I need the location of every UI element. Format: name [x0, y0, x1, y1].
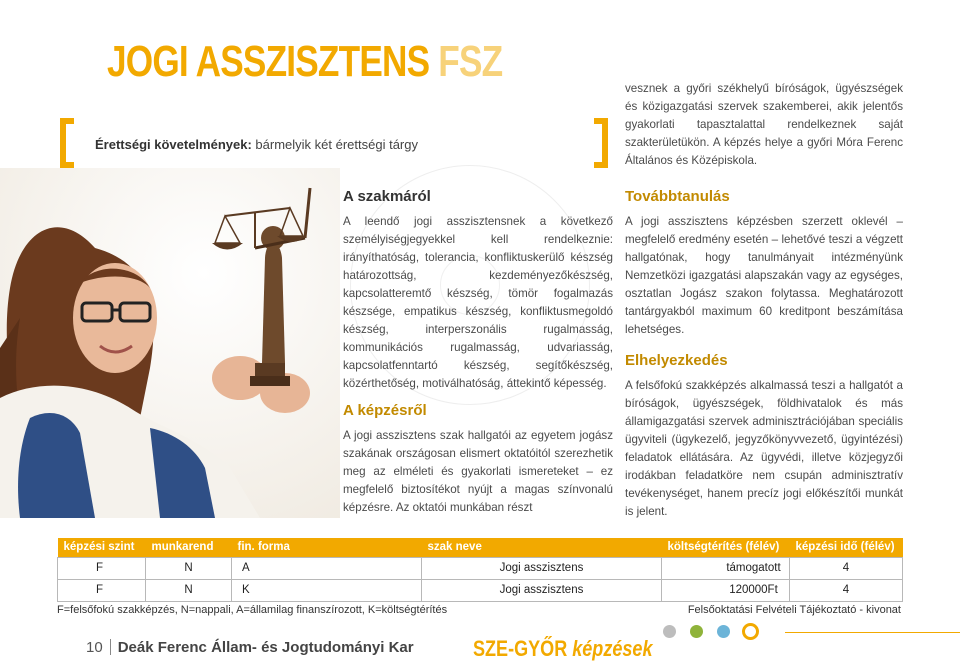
- footer-separator: [110, 639, 111, 655]
- requirements-line: [95, 137, 418, 152]
- program-table: [57, 538, 903, 602]
- requirements-label: Érettségi követelmények:: [95, 137, 252, 152]
- about-text: A leendő jogi asszisztensnek a következő személyiségjegyekkel kell rendelkeznie: irányíthatóság, tolerancia, konfliktuskerülő készség határozottság, kezdeményezőkészség, kapcsolatteremtő készség, tömör fogalmazás készsége, empatikus készség, konfliktusmegoldó készség, interperszonális rugalmasság, kommunikációs rugalmasság, udvariasság, kapcsolatfenntartó készség, segítőkészség, közérthetőség, motiválhatóság, áttekintő képesség.: [343, 215, 613, 390]
- training-text: A jogi asszisztens szak hallgatói az egyetem jogász szakának országosan elismert oktatóitól szerezhetik meg az elméleti és gyakorlati ismereteket – ez megfelelő biztosítékot nyújt a magas színvonalú képzésre. Az oktatói munkában részt: [343, 429, 613, 514]
- page-number: 10: [86, 639, 103, 656]
- dot-blue: [717, 625, 730, 638]
- color-dots-decoration: [660, 625, 960, 641]
- middle-column: [343, 187, 613, 517]
- cell-level: F: [58, 557, 146, 579]
- header-level: képzési szint: [58, 538, 146, 557]
- table-header-row: [58, 538, 903, 557]
- cell-tuition: támogatott: [662, 557, 790, 579]
- cell-financing: A: [232, 557, 422, 579]
- page-title: [107, 37, 503, 86]
- source-note: Felsőoktatási Felvételi Tájékoztató - kivonat: [687, 604, 901, 616]
- page-title-suffix: FSZ: [438, 37, 503, 86]
- header-schedule: munkarend: [146, 538, 232, 557]
- training-heading: A képzésről: [343, 402, 427, 419]
- faculty-name: Deák Ferenc Állam- és Jogtudományi Kar: [117, 639, 414, 656]
- dot-green: [690, 625, 703, 638]
- brand-logo: [473, 636, 652, 662]
- training-continuation: [625, 80, 903, 170]
- cell-program-name: Jogi asszisztens: [422, 557, 662, 579]
- dot-accent-ring: [742, 623, 759, 640]
- requirements-value: bármelyik két érettségi tárgy: [255, 137, 418, 152]
- table-row: [58, 557, 903, 579]
- further-study-heading: Továbbtanulás: [625, 188, 730, 205]
- further-study-text: A jogi asszisztens képzésben szerzett oklevél – megfelelő eredmény esetén – lehetővé teszi a végzett hallgatónak, hogy tanulmányait intézményünk Nemzetközi igazgatási alapszakán vagy az egységes, osztatlan Jogász szakon folytassa. Meghatározott tantárgyakból maximum 60 kreditpont beszámítása lehetséges.: [625, 215, 903, 336]
- cell-duration: 4: [790, 579, 903, 601]
- brand-main: SZE-GYŐR: [473, 636, 568, 661]
- student-with-justice-statue-photo: [0, 168, 340, 518]
- right-column: [625, 187, 903, 521]
- cell-schedule: N: [146, 579, 232, 601]
- cell-program-name: Jogi asszisztens: [422, 579, 662, 601]
- table-footnote: F=felsőfokú szakképzés, N=nappali, A=államilag finanszírozott, K=költségtérítés: [57, 604, 448, 616]
- page-footer: [86, 639, 414, 656]
- header-program-name: szak neve: [422, 538, 662, 557]
- training-continued-text: vesznek a győri székhelyű bíróságok, ügyészségek és közigazgatási szervek szakemberei, akik jelentős gyakorlati tapasztalattal rendelkeznek saját szakterületükön. A képzés helye a győri Móra Ferenc Általános és Középiskola.: [625, 82, 903, 167]
- cell-financing: K: [232, 579, 422, 601]
- cell-duration: 4: [790, 557, 903, 579]
- page-title-main: JOGI ASSZISZTENS: [107, 37, 430, 86]
- bracket-right-decoration: [594, 118, 608, 168]
- header-financing: fin. forma: [232, 538, 422, 557]
- brand-suffix: képzések: [572, 636, 653, 661]
- cell-schedule: N: [146, 557, 232, 579]
- cell-tuition: 120000Ft: [662, 579, 790, 601]
- header-duration: képzési idő (félév): [790, 538, 903, 557]
- cell-level: F: [58, 579, 146, 601]
- placement-text: A felsőfokú szakképzés alkalmassá teszi a hallgatót a bíróságok, ügyészségek, földhivatalok és más államigazgatási szervek adminisztrációjában speciális ügyviteli (ügykezelő, jegyzőkönyvvezető, ügyintézési) feladatok ellátására. Az ügyvédi, illetve közjegyzői irodákban feladatköre nem csupán adminisztratív tevékenységet, hanem precíz jogi előkészítői munkát is jelent.: [625, 379, 903, 518]
- dot-gray: [663, 625, 676, 638]
- bracket-left-decoration: [60, 118, 74, 168]
- header-tuition: költségtérítés (félév): [662, 538, 790, 557]
- table-row: [58, 579, 903, 601]
- photo-illustration: [0, 168, 340, 518]
- about-heading: A szakmáról: [343, 188, 431, 205]
- placement-heading: Elhelyezkedés: [625, 352, 728, 369]
